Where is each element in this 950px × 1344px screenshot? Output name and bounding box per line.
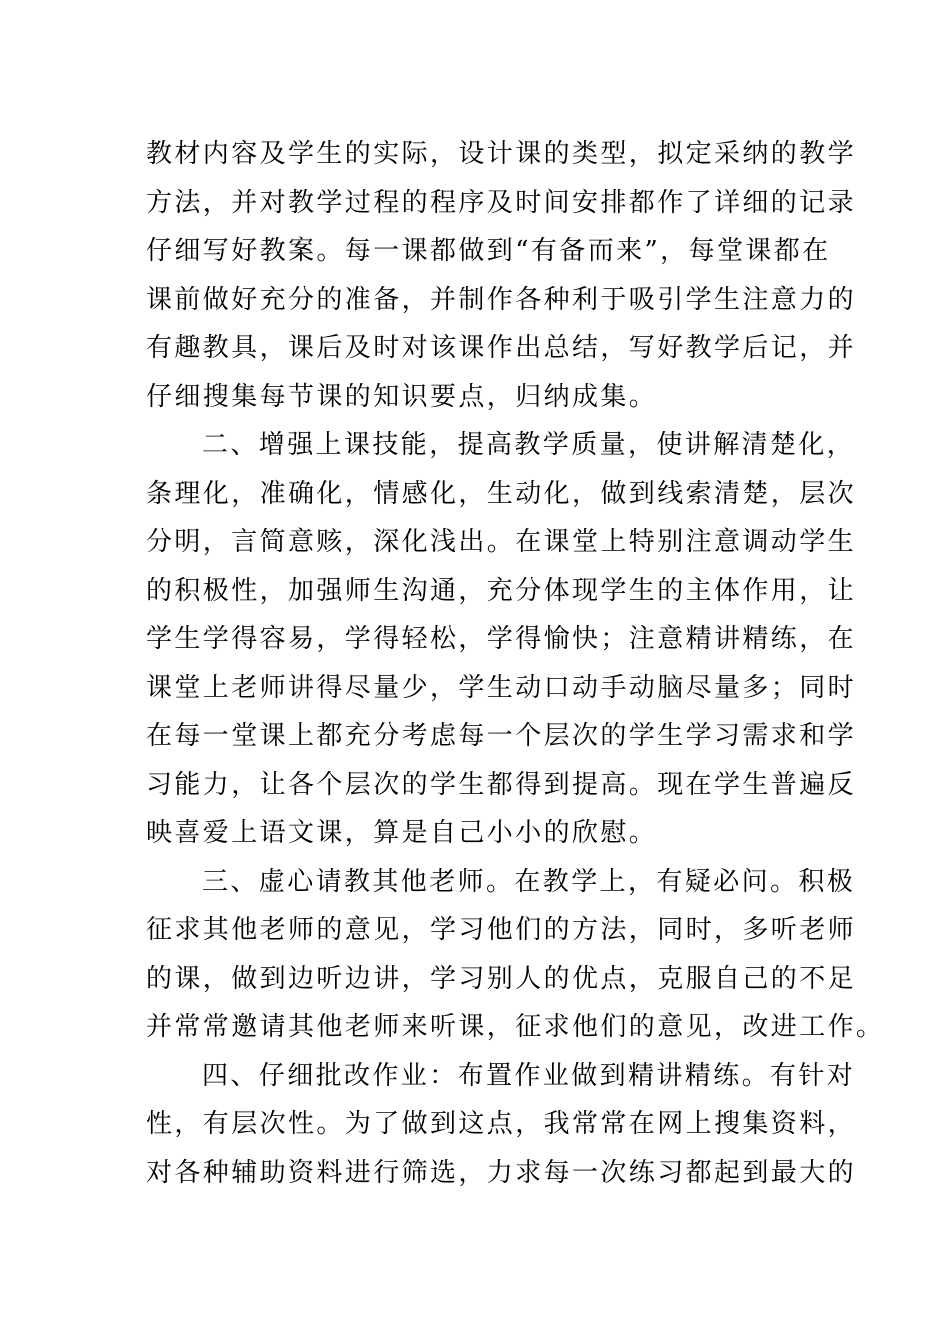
text-line: 仔细搜集每节课的知识要点，归纳成集。 <box>146 381 658 412</box>
text-line: 在每一堂课上都充分考虑每一个层次的学生学习需求和学 <box>146 721 857 751</box>
text-line: 教材内容及学生的实际，设计课的类型，拟定采纳的教学 <box>146 139 857 169</box>
document-body <box>146 130 885 1197</box>
text-line: 的课，做到边听边讲，学习别人的优点，克服自己的不足 <box>146 963 857 994</box>
text-line: 的积极性，加强师生沟通，充分体现学生的主体作用，让 <box>146 575 857 606</box>
paragraph-2 <box>146 421 857 858</box>
text-line: 仔细写好教案。每一课都做到“有备而来”，每堂课都在 <box>146 236 831 266</box>
text-line: 四、仔细批改作业：布置作业做到精讲精练。有针对 <box>202 1060 856 1091</box>
paragraph-4 <box>146 1052 857 1198</box>
text-line: 课堂上老师讲得尽量少，学生动口动手动脑尽量多；同时 <box>146 672 857 703</box>
paragraph-3 <box>146 858 885 1052</box>
text-line: 课前做好充分的准备，并制作各种利于吸引学生注意力的 <box>146 284 857 315</box>
text-line: 并常常邀请其他老师来听课，征求他们的意见，改进工作。 <box>146 1012 885 1042</box>
text-line: 三、虚心请教其他老师。在教学上，有疑必问。积极 <box>202 866 856 897</box>
text-line: 映喜爱上语文课，算是自己小小的欣慰。 <box>146 818 658 848</box>
text-line: 条理化，准确化，情感化，生动化，做到线索清楚，层次 <box>146 478 857 509</box>
text-line: 有趣教具，课后及时对该课作出总结，写好教学后记，并 <box>146 333 857 363</box>
text-line: 二、增强上课技能，提高教学质量，使讲解清楚化， <box>202 430 856 460</box>
text-line: 分明，言简意赅，深化浅出。在课堂上特别注意调动学生 <box>146 527 857 557</box>
text-line: 方法，并对教学过程的程序及时间安排都作了详细的记录 <box>146 187 857 218</box>
text-line: 学生学得容易，学得轻松，学得愉快；注意精讲精练，在 <box>146 624 857 654</box>
text-line: 性，有层次性。为了做到这点，我常常在网上搜集资料， <box>146 1109 857 1139</box>
text-line: 对各种辅助资料进行筛选，力求每一次练习都起到最大的 <box>146 1157 857 1188</box>
text-line: 习能力，让各个层次的学生都得到提高。现在学生普遍反 <box>146 769 857 800</box>
text-line: 征求其他老师的意见，学习他们的方法，同时，多听老师 <box>146 915 857 945</box>
paragraph-1 <box>146 130 857 421</box>
